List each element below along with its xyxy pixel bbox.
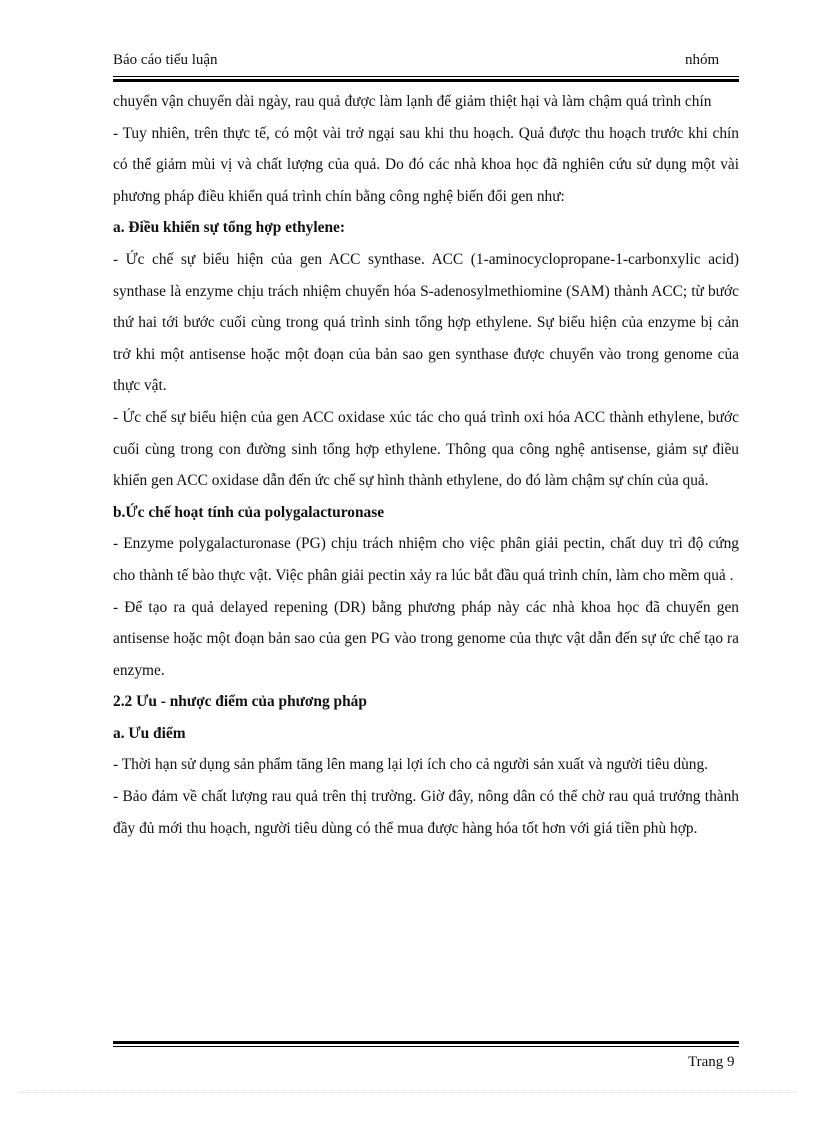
page-number: Trang 9 <box>688 1054 735 1070</box>
section-heading: b.Ức chế hoạt tính của polygalacturonase <box>113 503 385 521</box>
header-group: nhóm <box>685 52 720 68</box>
section-heading: a. Điều khiển sự tổng hợp ethylene: <box>113 219 345 237</box>
document-body <box>113 86 739 844</box>
section-heading: 2.2 Ưu - nhược điểm của phương pháp <box>113 693 367 711</box>
paragraph: - Bảo đảm về chất lượng rau quả trên thị trường. Giờ đây, nông dân có thể chờ rau quả trưởng thành đầy đủ mới thu hoạch, người tiêu dùng có thể mua được hàng hóa tốt hơn với giá tiền phù hợp. <box>113 788 739 837</box>
paragraph: chuyển vận chuyển dài ngày, rau quả được làm lạnh để giảm thiệt hại và làm chậm quá trình chín <box>113 93 712 110</box>
page-boundary <box>20 1092 796 1093</box>
footer-rule <box>113 1041 739 1047</box>
paragraph: - Tuy nhiên, trên thực tế, có một vài trở ngại sau khi thu hoạch. Quả được thu hoạch trước khi chín có thể giảm mùi vị và chất lượng của quả. Do đó các nhà khoa học đã nghiên cứu sử dụng một vài phương pháp điều khiển quá trình chín bằng công nghệ biến đổi gen như: <box>113 124 739 205</box>
header-title: Báo cáo tiểu luận <box>113 52 218 68</box>
paragraph: - Enzyme polygalacturonase (PG) chịu trách nhiệm cho việc phân giải pectin, chất duy trì độ cứng cho thành tế bào thực vật. Việc phân giải pectin xảy ra lúc bắt đầu quá trình chín, làm cho mềm quả . <box>113 535 739 584</box>
header-rule <box>113 76 739 82</box>
paragraph: - Để tạo ra quả delayed repening (DR) bằng phương pháp này các nhà khoa học đã chuyển gen antisense hoặc một đoạn bản sao của gen PG vào trong genome của thực vật dẫn đến sự ức chế tạo ra enzyme. <box>113 598 739 679</box>
paragraph: - Ức chế sự biểu hiện của gen ACC synthase. ACC (1-aminocyclopropane-1-carbonxylic acid) synthase là enzyme chịu trách nhiệm chuyển hóa S-adenosylmethiomine (SAM) thành ACC; từ bước thứ hai tới bước cuối cùng trong quá trình sinh tổng hợp ethylene. Sự biểu hiện của enzyme bị cản trở khi một antisense hoặc một đoạn của bản sao gen synthase được chuyển vào trong genome của thực vật. <box>113 250 739 395</box>
page-header <box>113 52 719 74</box>
section-heading: a. Ưu điểm <box>113 724 186 742</box>
paragraph: - Thời hạn sử dụng sản phẩm tăng lên mang lại lợi ích cho cả người sản xuất và người tiêu dùng. <box>113 756 708 774</box>
paragraph: - Ức chế sự biểu hiện của gen ACC oxidase xúc tác cho quá trình oxi hóa ACC thành ethylene, bước cuối cùng trong con đường sinh tổng hợp ethylene. Thông qua công nghệ antisense, giảm sự điều khiển gen ACC oxidase dẫn đến ức chế sự hình thành ethylene, do đó làm chậm sự chín của quả. <box>113 408 739 490</box>
